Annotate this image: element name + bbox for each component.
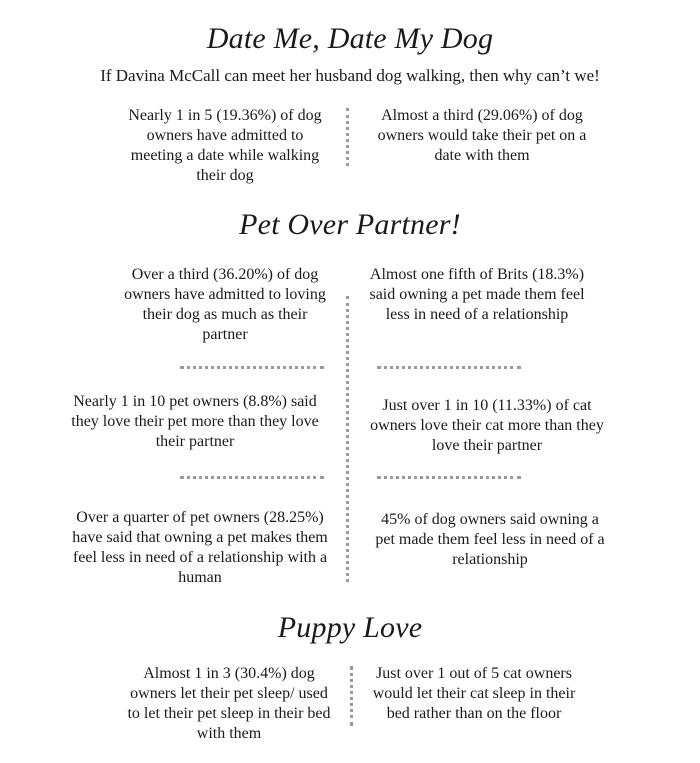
section-title-date-me: Date Me, Date My Dog bbox=[206, 22, 494, 55]
stat-brits-less-need-relationship: Almost one fifth of Brits (18.3%) said owning a pet made them feel less in need of a relationship bbox=[369, 266, 585, 323]
horizontal-dotted-divider bbox=[180, 476, 324, 479]
section-title-pet-over-partner: Pet Over Partner! bbox=[239, 208, 461, 241]
horizontal-dotted-divider bbox=[377, 476, 521, 479]
stat-cat-sleep-in-bed: Just over 1 out of 5 cat owners would let their cat sleep in their bed rather than on the floor bbox=[372, 665, 576, 722]
stat-take-pet-on-date: Almost a third (29.06%) of dog owners would take their pet on a date with them bbox=[377, 107, 587, 164]
horizontal-dotted-divider bbox=[377, 366, 521, 369]
section-subtitle-date-me: If Davina McCall can meet her husband dog walking, then why can’t we! bbox=[100, 66, 600, 85]
stat-love-pet-more-than-partner: Nearly 1 in 10 pet owners (8.8%) said they love their pet more than they love their partner bbox=[71, 393, 319, 450]
vertical-dotted-divider bbox=[350, 666, 353, 726]
stat-dog-owners-less-need-relationship: 45% of dog owners said owning a pet made them feel less in need of a relationship bbox=[375, 511, 605, 568]
stat-meeting-date-walking: Nearly 1 in 5 (19.36%) of dog owners have admitted to meeting a date while walking their dog bbox=[128, 107, 322, 184]
stat-dog-sleep-in-bed: Almost 1 in 3 (30.4%) dog owners let their pet sleep/ used to let their pet sleep in their bed with them bbox=[127, 665, 331, 742]
vertical-dotted-divider bbox=[346, 296, 349, 582]
stat-love-cat-more-than-partner: Just over 1 in 10 (11.33%) of cat owners love their cat more than they love their partner bbox=[370, 397, 604, 454]
stat-pet-less-need-human-relationship: Over a quarter of pet owners (28.25%) have said that owning a pet makes them feel less in need of a relationship with a human bbox=[72, 509, 328, 586]
stat-love-dog-as-much-as-partner: Over a third (36.20%) of dog owners have admitted to loving their dog as much as their partner bbox=[124, 266, 326, 343]
vertical-dotted-divider bbox=[346, 108, 349, 166]
horizontal-dotted-divider bbox=[180, 366, 324, 369]
section-title-puppy-love: Puppy Love bbox=[277, 611, 423, 644]
